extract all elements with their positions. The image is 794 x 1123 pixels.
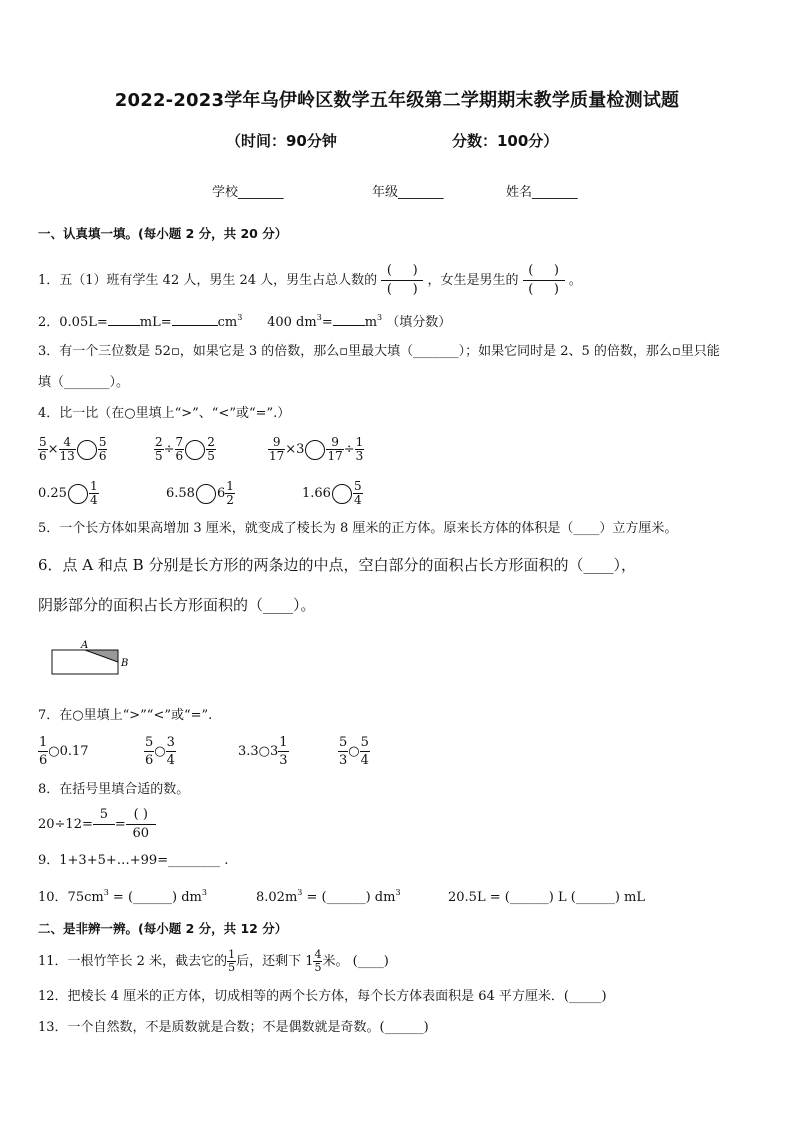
q2-exp-3: 3 bbox=[377, 313, 383, 322]
question-12: 12．把棱长 4 厘米的正方体，切成相等的两个长方体，每个长方体表面积是 64 平方厘米．(_____) bbox=[38, 989, 607, 1004]
q1-text-a: 1．五（1）班有学生 42 人，男生 24 人，男生占总人数的 bbox=[38, 273, 378, 288]
q7-answer-circle-1[interactable]: ○0.17 bbox=[48, 744, 89, 759]
q2-text-e: = bbox=[321, 315, 333, 330]
q2-text-c: cm bbox=[217, 315, 238, 330]
question-6-line-1: 6．点 A 和点 B 分别是长方形的两条边的中点，空白部分的面积占长方形面积的（____）， bbox=[38, 556, 636, 574]
q4-compare-4: 0.25 $\frac{1}{4}$ bbox=[38, 479, 98, 507]
q8-answer-frac[interactable]: $\frac{( )}{60}$ bbox=[126, 806, 156, 843]
question-10-part-b: $8.02m^3$ = (______) $dm^3$ bbox=[256, 888, 401, 905]
q2-text-g: （填分数） bbox=[386, 315, 452, 330]
q7-compare-2: $\frac{5}{6}$ ○ $\frac{3}{4}$ bbox=[145, 735, 175, 768]
q4-compare-3: $\frac{9}{17}$ ×3 $\frac{9}{17}$ ÷ $\frac{1}{3}$ bbox=[269, 435, 364, 463]
question-4: 4．比一比（在○里填上“>”、“<”或“=”.） bbox=[38, 406, 291, 421]
q4-compare-2: $\frac{2}{5}$ ÷ $\frac{7}{6}$ $\frac{2}{5}$ bbox=[155, 435, 215, 463]
q2-blank-2[interactable] bbox=[172, 311, 218, 326]
q4-compare-6: 1.66 $\frac{5}{4}$ bbox=[302, 479, 362, 507]
q4-compare-5: 6.58 6 $\frac{1}{2}$ bbox=[166, 479, 234, 507]
q4-compare-1: $\frac{5}{6}$ × $\frac{4}{13}$ $\frac{5}{6}$ bbox=[39, 435, 107, 463]
q8-equation: 20÷12= 5 = $\frac{( )}{60}$ bbox=[38, 806, 156, 843]
question-9: 9．1+3+5+…+99=________ . bbox=[38, 853, 229, 868]
question-13: 13．一个自然数，不是质数就是合数；不是偶数就是奇数。(______) bbox=[38, 1020, 429, 1035]
q7-compare-1: $\frac{1}{6}$ ○0.17 bbox=[39, 735, 89, 768]
q2-text-d: 400 dm bbox=[267, 315, 317, 330]
section-heading-1: 一、认真填一填。(每小题 2 分，共 20 分） bbox=[38, 226, 288, 241]
exam-time: （时间：90分钟 bbox=[226, 132, 337, 150]
rectangle-diagram bbox=[48, 638, 138, 678]
section-heading-2: 二、是非辨一辨。(每小题 2 分，共 12 分） bbox=[38, 921, 288, 936]
q4-answer-circle-3[interactable] bbox=[305, 440, 325, 460]
grade-field[interactable]: 年级_______ bbox=[372, 185, 444, 200]
q1-text-b: ，女生是男生的 bbox=[427, 273, 519, 288]
exam-score: 分数：100分） bbox=[452, 132, 559, 150]
q2-text-f: m bbox=[364, 315, 378, 330]
q4-answer-circle-1[interactable] bbox=[77, 440, 97, 460]
question-3-line-1: 3．有一个三位数是 52▫，如果它是 3 的倍数，那么▫里最大填（_______）；如果它同时是 2、5 的倍数，那么▫里只能 bbox=[38, 344, 720, 359]
q2-text-a: 2．0.05L= bbox=[38, 315, 108, 330]
q7-answer-circle-3[interactable]: 3.3○3 bbox=[238, 744, 279, 759]
q7-compare-3: 3.3○3 $\frac{1}{3}$ bbox=[238, 735, 288, 768]
question-10-part-a: 10．$75cm^3$ = (______) $dm^3$ bbox=[38, 888, 207, 905]
q2-text-b: mL= bbox=[139, 315, 172, 330]
school-field[interactable]: 学校_______ bbox=[212, 185, 284, 200]
name-field[interactable]: 姓名_______ bbox=[506, 185, 578, 200]
q2-blank-1[interactable] bbox=[108, 311, 140, 326]
q7-answer-circle-2[interactable]: ○ bbox=[154, 744, 166, 759]
q2-blank-3[interactable] bbox=[333, 311, 365, 326]
q2-exp-1: 3 bbox=[237, 313, 243, 322]
q1-answer-frac-2[interactable]: ( ) ( ) bbox=[523, 262, 565, 299]
question-5: 5．一个长方体如果高增加 3 厘米，就变成了棱长为 8 厘米的正方体。原来长方体的体积是（____）立方厘米。 bbox=[38, 521, 678, 536]
question-7: 7．在○里填上“>”“<”或“=”. bbox=[38, 708, 213, 723]
question-11: 11．一根竹竿长 2 米，截去它的 $\frac{1}{5}$ 后，还剩下 1 $\frac{4}{5}$ 米。 (____) bbox=[38, 948, 389, 974]
q7-compare-4: $\frac{5}{3}$ ○ $\frac{5}{4}$ bbox=[339, 735, 369, 768]
q4-answer-circle-4[interactable] bbox=[68, 484, 88, 504]
label-a: A bbox=[81, 640, 89, 651]
question-8: 8．在括号里填合适的数。 bbox=[38, 782, 190, 797]
question-3-line-2: 填（_______）。 bbox=[38, 375, 130, 390]
question-10-part-c: 20.5L = (______) L (______) mL bbox=[448, 890, 646, 905]
question-1 bbox=[38, 262, 582, 299]
question-2 bbox=[38, 311, 451, 333]
page-title: 2022-2023学年乌伊岭区数学五年级第二学期期末教学质量检测试题 bbox=[114, 90, 680, 111]
label-b: B bbox=[121, 658, 129, 669]
q1-answer-frac-1[interactable]: ( ) ( ) bbox=[381, 262, 423, 299]
q1-text-c: 。 bbox=[568, 273, 582, 288]
q4-answer-circle-2[interactable] bbox=[185, 440, 205, 460]
q7-answer-circle-4[interactable]: ○ bbox=[348, 744, 360, 759]
q4-answer-circle-6[interactable] bbox=[332, 484, 352, 504]
question-6-line-2: 阴影部分的面积占长方形面积的（____）。 bbox=[38, 596, 316, 614]
q4-answer-circle-5[interactable] bbox=[196, 484, 216, 504]
q2-exp-2: 3 bbox=[316, 313, 322, 322]
